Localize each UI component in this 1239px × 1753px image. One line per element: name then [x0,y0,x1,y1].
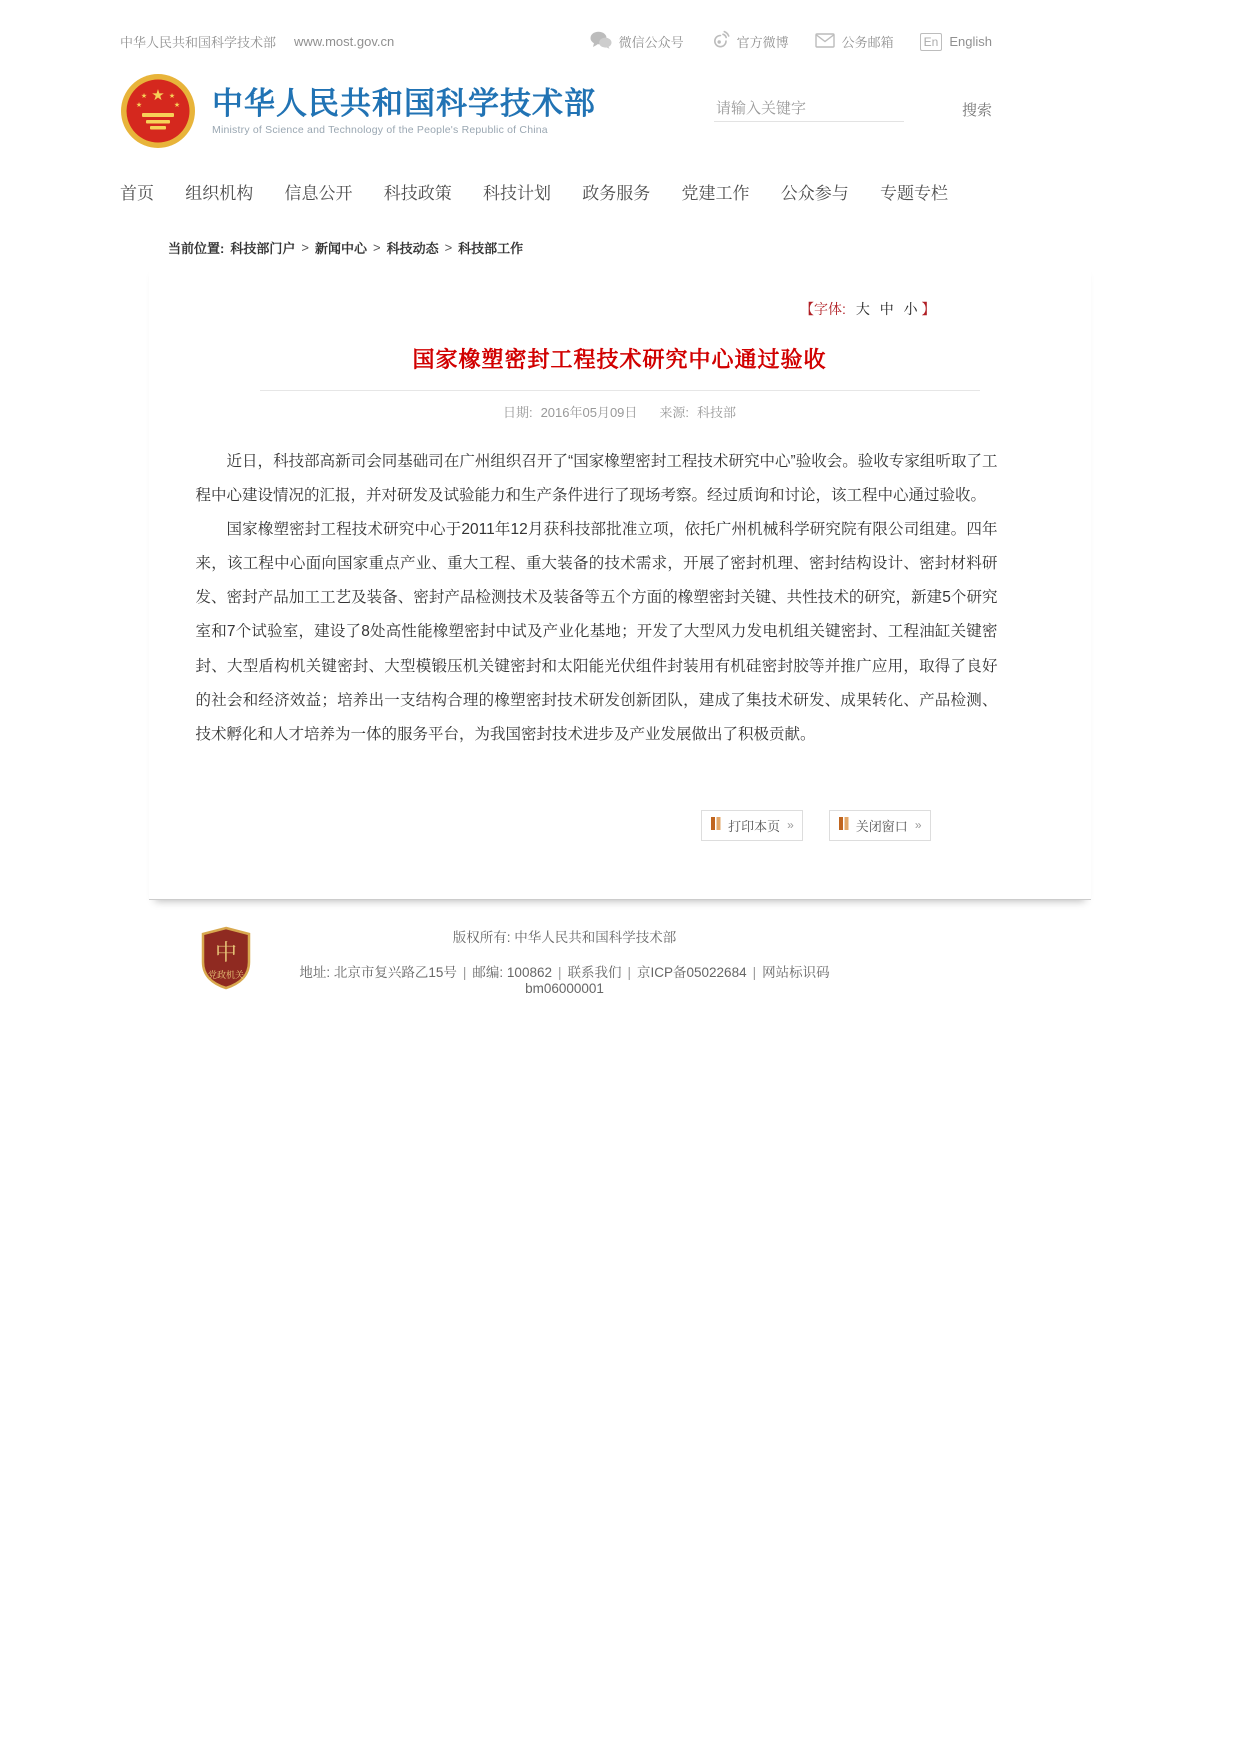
badge-text: 党政机关 [207,970,244,981]
breadcrumb [168,238,992,257]
footer-copyright: 版权所有: 中华人民共和国科学技术部 [452,929,677,945]
national-emblem-logo [120,73,196,149]
article-actions [149,810,931,841]
svg-text:★: ★ [151,87,165,104]
footer-icp-number: 京ICP备05022684 [637,964,747,980]
article-body [196,445,998,752]
wechat-link[interactable] [590,31,684,52]
nav-item-public-participation[interactable]: 公众参与 [780,184,849,203]
header-area [120,0,992,257]
svg-text:★: ★ [135,102,143,109]
title-divider [260,390,980,391]
nav-item-sci-policy[interactable]: 科技政策 [383,184,452,203]
article-title: 国家橡塑密封工程技术研究中心通过验收 [412,347,827,372]
breadcrumb-link-sci-news[interactable]: 科技动态 [386,241,439,256]
en-badge-icon: En [920,33,943,51]
article-paragraph: 国家橡塑密封工程技术研究中心于2011年12月获科技部批准立项，依托广州机械科学研究院有限公司组建。四年来，该工程中心面向国家重点产业、重大工程、重大装备的技术需求，开展了密封机理、密封结构设计、密封材料研发、密封产品加工工艺及装备、密封产品检测技术及装备等五个方面的橡塑密封关键、共性技术的研究，新建5个研究室和7个试验室，建设了8处高性能橡塑密封中试及产业化基地；开发了大型风力发电机组关键密封、工程油缸关键密封、大型盾构机关键密封、大型模锻压机关键密封和太阳能光伏组件封装用有机硅密封胶等并推广应用，取得了良好的社会和经济效益；培养出一支结构合理的橡塑密封技术研发创新团队，建成了集技术研发、成果转化、产品检测、技术孵化和人才培养为一体的服务平台，为我国密封技术进步及产业发展做出了积极贡献。 [195,521,998,743]
print-button-label: 打印本页 [728,818,781,834]
source-label: 来源: [659,405,690,420]
footer-site-id-code: 网站标识码bm06000001 [525,964,830,996]
nav-item-party-building[interactable]: 党建工作 [681,184,750,203]
svg-text:中: 中 [214,940,237,966]
search-area [714,96,992,126]
article-paragraph: 近日，科技部高新司会同基础司在广州组织召开了“国家橡塑密封工程技术研究中心”验收会。验收专家组听取了工程中心建设情况的汇报，并对研发及试验能力和生产条件进行了现场考察。经过质询和讨论，该工程中心通过验收。 [195,453,998,505]
font-size-label-close: 】 [921,301,936,317]
footer-address-line [285,961,845,996]
topbar-site-url[interactable]: www.most.gov.cn [294,34,395,49]
date-value: 2016年05月09日 [540,405,638,420]
breadcrumb-link-portal[interactable]: 科技部门户 [230,241,296,256]
close-window-button[interactable] [829,810,931,841]
arrow-icon: » [787,818,793,833]
site-title: 中华人民共和国科学技术部 [212,85,596,121]
breadcrumb-separator: > [372,240,381,255]
footer-separator: | [627,964,632,980]
site-title-block [212,86,596,137]
source-value: 科技部 [697,405,737,420]
search-input[interactable] [714,96,904,122]
gov-agency-badge-icon [199,926,253,995]
nav-item-sci-programs[interactable]: 科技计划 [483,184,551,203]
weibo-label: 官方微博 [736,35,789,50]
footer-text-block [285,926,845,996]
nav-item-home[interactable]: 首页 [120,184,154,203]
font-medium-button[interactable]: 中 [879,301,894,317]
arrow-icon: » [914,818,921,833]
nav-item-info-disclosure[interactable]: 信息公开 [284,184,353,203]
breadcrumb-label: 当前位置: [168,241,225,256]
print-icon [711,817,721,833]
site-header [120,73,992,149]
weibo-link[interactable] [710,30,789,53]
english-label: English [949,34,992,49]
search-button[interactable]: 搜索 [962,99,992,120]
svg-text:★: ★ [173,102,181,109]
mail-link[interactable] [815,32,894,51]
svg-text:★: ★ [140,93,148,100]
english-link[interactable] [920,33,992,51]
footer-separator: | [752,964,757,980]
contact-us-link[interactable]: 联系我们 [567,964,622,980]
article-container [149,263,1091,900]
wechat-label: 微信公众号 [618,35,684,50]
wechat-icon [590,31,612,52]
font-small-button[interactable]: 小 [903,301,918,317]
close-icon [839,817,849,833]
footer-postcode: 邮编: 100862 [472,964,552,980]
svg-text:★: ★ [168,93,176,100]
mail-icon [815,33,835,51]
topbar-links [564,30,992,53]
breadcrumb-separator: > [301,240,309,255]
footer-separator: | [557,964,562,980]
top-utility-bar [120,0,992,53]
breadcrumb-link-most-work[interactable]: 科技部工作 [458,241,524,256]
main-nav [120,179,948,204]
font-size-label: 【字体: [800,301,846,317]
nav-item-gov-services[interactable]: 政务服务 [582,184,651,203]
topbar-site-name: 中华人民共和国科学技术部 [120,35,277,50]
close-button-label: 关闭窗口 [855,818,908,834]
topbar-site-identity [120,32,394,51]
mail-label: 公务邮箱 [841,35,894,50]
breadcrumb-separator: > [444,240,453,255]
page-footer [149,926,1091,996]
date-label: 日期: [502,405,533,420]
footer-separator: | [462,964,467,980]
site-subtitle: Ministry of Science and Technology of the People's Republic of China [212,124,548,137]
article-meta [149,402,1091,421]
print-button[interactable] [701,810,803,841]
nav-item-organization[interactable]: 组织机构 [185,184,254,203]
breadcrumb-link-news-center[interactable]: 新闻中心 [314,241,367,256]
font-large-button[interactable]: 大 [855,301,870,317]
nav-item-special-topics[interactable]: 专题专栏 [880,184,948,203]
footer-address: 地址: 北京市复兴路乙15号 [299,964,457,980]
font-size-control [149,263,1091,319]
weibo-icon [710,30,730,53]
